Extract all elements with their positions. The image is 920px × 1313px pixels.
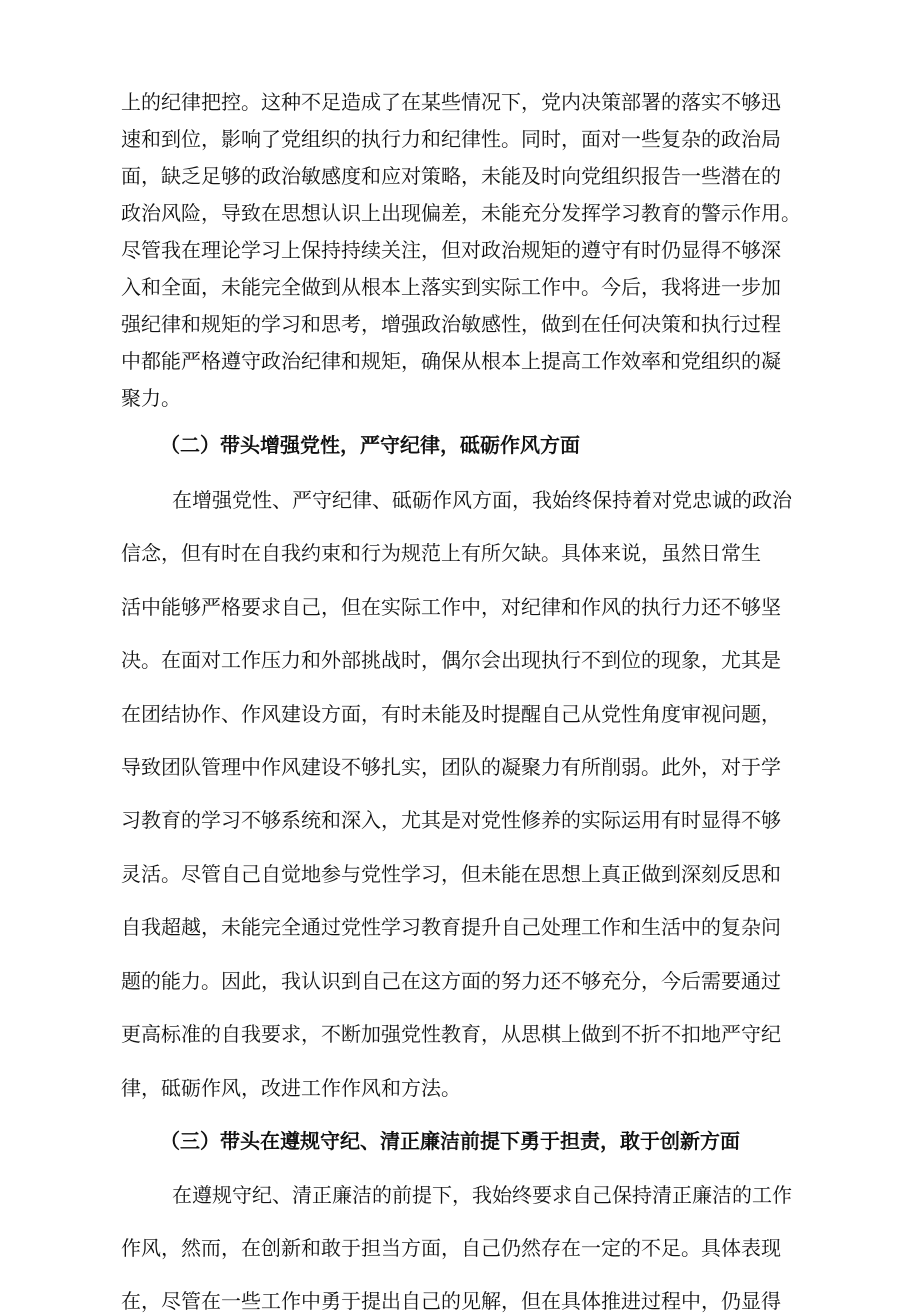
text-line-17: 习教育的学习不够系统和深入，尤其是对党性修养的实际运用有时显得不够 (121, 808, 781, 832)
text-line-14: 决。在面对工作压力和外部挑战时，偶尔会出现执行不到位的现象，尤其是 (121, 648, 781, 672)
text-line-8: 中都能严格遵守政治纪律和规矩，确保从根本上提高工作效率和党组织的凝 (121, 349, 781, 373)
text-line-25: 作风，然而，在创新和敢于担当方面，自己仍然存在一定的不足。具体表现 (121, 1236, 781, 1260)
text-line-2: 速和到位，影响了党组织的执行力和纪律性。同时，面对一些复杂的政治局 (121, 127, 781, 151)
text-line-9: 聚力。 (121, 386, 181, 410)
text-line-13: 活中能够严格要求自己，但在实际工作中，对纪律和作风的执行力还不够坚 (121, 595, 781, 619)
text-line-5: 尽管我在理论学习上保持持续关注，但对政治规矩的遵守有时仍显得不够深 (121, 238, 781, 262)
text-line-7: 强纪律和规矩的学习和思考，增强政治敏感性，做到在任何决策和执行过程 (121, 312, 781, 336)
section-heading-3: （三）带头在遵规守纪、清正廉洁前提下勇于担责，敢于创新方面 (160, 1129, 740, 1153)
text-line-12: 信念，但有时在自我约束和行为规范上有所欠缺。具体来说，虽然日常生 (121, 541, 761, 565)
text-line-24: 在遵规守纪、清正廉洁的前提下，我始终要求自己保持清正廉洁的工作 (172, 1183, 792, 1207)
text-line-6: 入和全面，未能完全做到从根本上落实到实际工作中。今后，我将进一步加 (121, 275, 781, 299)
text-line-26: 在，尽管在一些工作中勇于提出自己的见解，但在具体推进过程中，仍显得 (121, 1289, 781, 1313)
text-line-11: 在增强党性、严守纪律、砥砺作风方面，我始终保持着对党忠诚的政治 (172, 488, 792, 512)
text-line-22: 律，砥砺作风，改进工作作风和方法。 (121, 1076, 461, 1100)
section-heading-2: （二）带头增强党性，严守纪律，砥砺作风方面 (160, 433, 580, 457)
text-line-20: 题的能力。因此，我认识到自己在这方面的努力还不够充分，今后需要通过 (121, 969, 781, 993)
text-line-21: 更高标准的自我要求，不断加强党性教育，从思棋上做到不折不扣地严守纪 (121, 1022, 781, 1046)
text-line-3: 面，缺乏足够的政治敏感度和应对策略，未能及时向党组织报告一些潜在的 (121, 164, 781, 188)
text-line-4: 政治风险，导致在思想认识上出现偏差，未能充分发挥学习教育的警示作用。 (121, 201, 801, 225)
text-line-19: 自我超越，未能完全通过党性学习教育提升自己处理工作和生活中的复杂问 (121, 915, 781, 939)
text-line-15: 在团结协作、作风建设方面，有时未能及时提醒自己从党性角度审视问题， (121, 702, 781, 726)
text-line-1: 上的纪律把控。这种不足造成了在某些情况下，党内决策部署的落实不够迅 (121, 90, 781, 114)
text-line-18: 灵活。尽管自己自觉地参与党性学习，但未能在思想上真正做到深刻反思和 (121, 862, 781, 886)
text-line-16: 导致团队管理中作风建设不够扎实，团队的凝聚力有所削弱。此外，对于学 (121, 755, 781, 779)
